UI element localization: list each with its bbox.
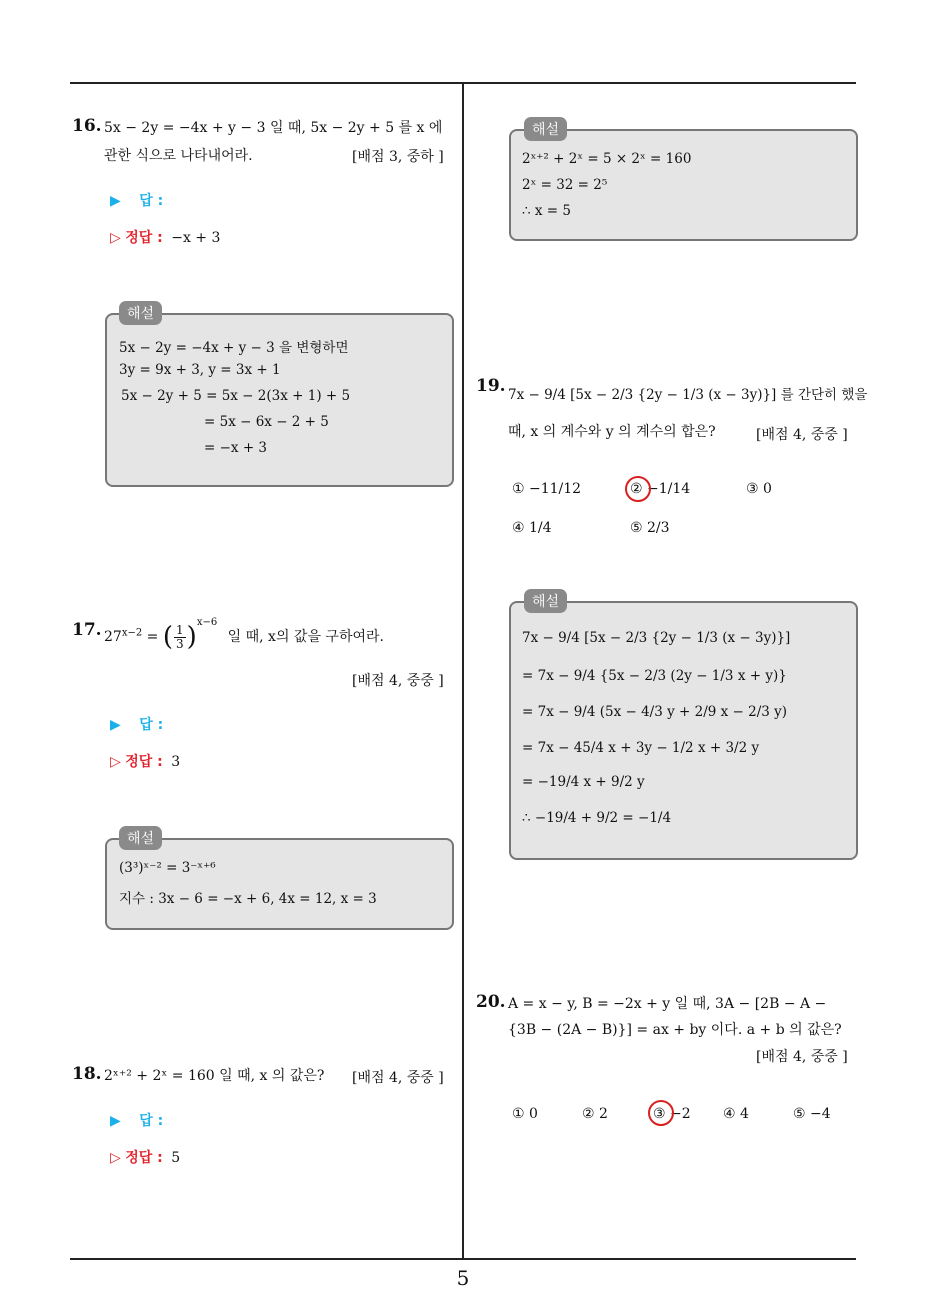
correct-row xyxy=(110,227,220,247)
question-number: 19. xyxy=(476,376,506,396)
score-label: [배점 4, 중중 ] xyxy=(352,1070,444,1086)
option-3[interactable]: ③ −2 xyxy=(653,1106,691,1122)
question-text-line2: {3B − (2A − B)}] = ax + by 이다. a + b 의 값은? xyxy=(508,1022,842,1038)
solution-line: 지수 : 3x − 6 = −x + 6, 4x = 12, x = 3 xyxy=(119,891,377,907)
question-number: 20. xyxy=(476,992,506,1012)
solution-line: ∴ x = 5 xyxy=(522,203,571,219)
question-text-line2: 관한 식으로 나타내어라. xyxy=(104,148,253,164)
correct-label: 정답 : xyxy=(125,754,163,770)
solution-box xyxy=(105,838,454,930)
option-4[interactable]: ④ 1/4 xyxy=(512,520,552,536)
correct-label: 정답 : xyxy=(125,1150,163,1166)
correct-value: 5 xyxy=(171,1150,181,1166)
option-3[interactable]: ③ 0 xyxy=(746,481,772,497)
expr-base: 27 xyxy=(104,629,122,645)
expr-exponent: x−2 xyxy=(121,627,143,639)
correct-row xyxy=(110,751,180,771)
solution-line: = 7x − 45/4 x + 3y − 1/2 x + 3/2 y xyxy=(522,740,760,756)
question-number: 17. xyxy=(72,620,102,640)
question-text-line2: 때, x 의 계수와 y 의 계수의 합은? xyxy=(508,424,716,440)
solution-line: 2ˣ = 32 = 2⁵ xyxy=(522,177,608,193)
option-5[interactable]: ⑤ 2/3 xyxy=(630,520,670,536)
fraction: $\frac{1}{3}$ xyxy=(176,622,184,651)
question-number: 18. xyxy=(72,1064,102,1084)
solution-line: 5x − 2y + 5 = 5x − 2(3x + 1) + 5 xyxy=(121,388,351,404)
solution-tag: 해설 xyxy=(524,589,567,613)
solution-line: (3³)ˣ⁻² = 3⁻ˣ⁺⁶ xyxy=(119,860,216,876)
outline-triangle-icon: ▷ xyxy=(110,1150,121,1166)
correct-row xyxy=(110,1147,180,1167)
answer-label: 답 : xyxy=(139,1113,164,1129)
play-icon: ▶ xyxy=(110,717,121,733)
solution-line: = 7x − 9/4 {5x − 2/3 (2y − 1/3 x + y)} xyxy=(522,668,787,684)
option-2[interactable]: ② −1/14 xyxy=(630,481,691,497)
solution-tag: 해설 xyxy=(119,826,162,850)
solution-line: = −19/4 x + 9/2 y xyxy=(522,774,645,790)
solution-line: 3y = 9x + 3, y = 3x + 1 xyxy=(119,362,281,378)
question-text-tail: 일 때, x의 값을 구하여라. xyxy=(227,629,384,645)
answer-label: 답 : xyxy=(139,717,164,733)
answer-label: 답 : xyxy=(139,193,164,209)
score-label: [배점 4, 중중 ] xyxy=(756,1049,848,1065)
answer-row xyxy=(110,190,163,210)
solution-line: = 7x − 9/4 (5x − 4/3 y + 2/9 x − 2/3 y) xyxy=(522,704,788,720)
solution-tag: 해설 xyxy=(524,117,567,141)
outline-triangle-icon: ▷ xyxy=(110,754,121,770)
option-1[interactable]: ① 0 xyxy=(512,1106,538,1122)
selected-answer-circle xyxy=(648,1100,674,1126)
score-label: [배점 4, 중중 ] xyxy=(756,427,848,443)
option-4[interactable]: ④ 4 xyxy=(723,1106,749,1122)
outline-triangle-icon: ▷ xyxy=(110,230,121,246)
selected-answer-circle xyxy=(625,476,651,502)
solution-line: 5x − 2y = −4x + y − 3 을 변형하면 xyxy=(119,340,349,356)
play-icon: ▶ xyxy=(110,1113,121,1129)
solution-line: 2ˣ⁺² + 2ˣ = 5 × 2ˣ = 160 xyxy=(522,151,692,167)
question-text-line1: 5x − 2y = −4x + y − 3 일 때, 5x − 2y + 5 를 x 에 xyxy=(104,120,443,136)
solution-line: = −x + 3 xyxy=(204,440,268,456)
page-number: 5 xyxy=(456,1266,470,1290)
score-label: [배점 3, 중하 ] xyxy=(352,149,444,165)
answer-row xyxy=(110,714,163,734)
option-2[interactable]: ② 2 xyxy=(582,1106,608,1122)
question-text-line1: A = x − y, B = −2x + y 일 때, 3A − [2B − A − xyxy=(508,996,827,1012)
question-expression: $27^{x-2}$ = ( $\frac{1}{3}$ )$^{x-6}$ 일 때, x의 값을 구하여라. xyxy=(104,617,384,652)
expr-exponent: x−6 xyxy=(196,617,218,629)
solution-line: 7x − 9/4 [5x − 2/3 {2y − 1/3 (x − 3y)}] xyxy=(522,630,791,646)
solution-tag: 해설 xyxy=(119,301,162,325)
bottom-rule xyxy=(70,1258,856,1260)
option-5[interactable]: ⑤ −4 xyxy=(793,1106,831,1122)
expr-equals: = xyxy=(146,629,159,645)
column-divider xyxy=(462,82,464,1258)
correct-value: 3 xyxy=(171,754,181,770)
play-icon: ▶ xyxy=(110,193,121,209)
question-text: 2ˣ⁺² + 2ˣ = 160 일 때, x 의 값은? xyxy=(104,1068,325,1084)
question-text-line1: 7x − 9/4 [5x − 2/3 {2y − 1/3 (x − 3y)}] 를 간단히 했을 xyxy=(508,387,868,403)
correct-label: 정답 : xyxy=(125,230,163,246)
solution-line: = 5x − 6x − 2 + 5 xyxy=(204,414,329,430)
question-number: 16. xyxy=(72,116,102,136)
answer-row xyxy=(110,1110,163,1130)
correct-value: −x + 3 xyxy=(171,230,221,246)
score-label: [배점 4, 중중 ] xyxy=(352,673,444,689)
solution-line: ∴ −19/4 + 9/2 = −1/4 xyxy=(522,810,672,826)
option-1[interactable]: ① −11/12 xyxy=(512,481,582,497)
